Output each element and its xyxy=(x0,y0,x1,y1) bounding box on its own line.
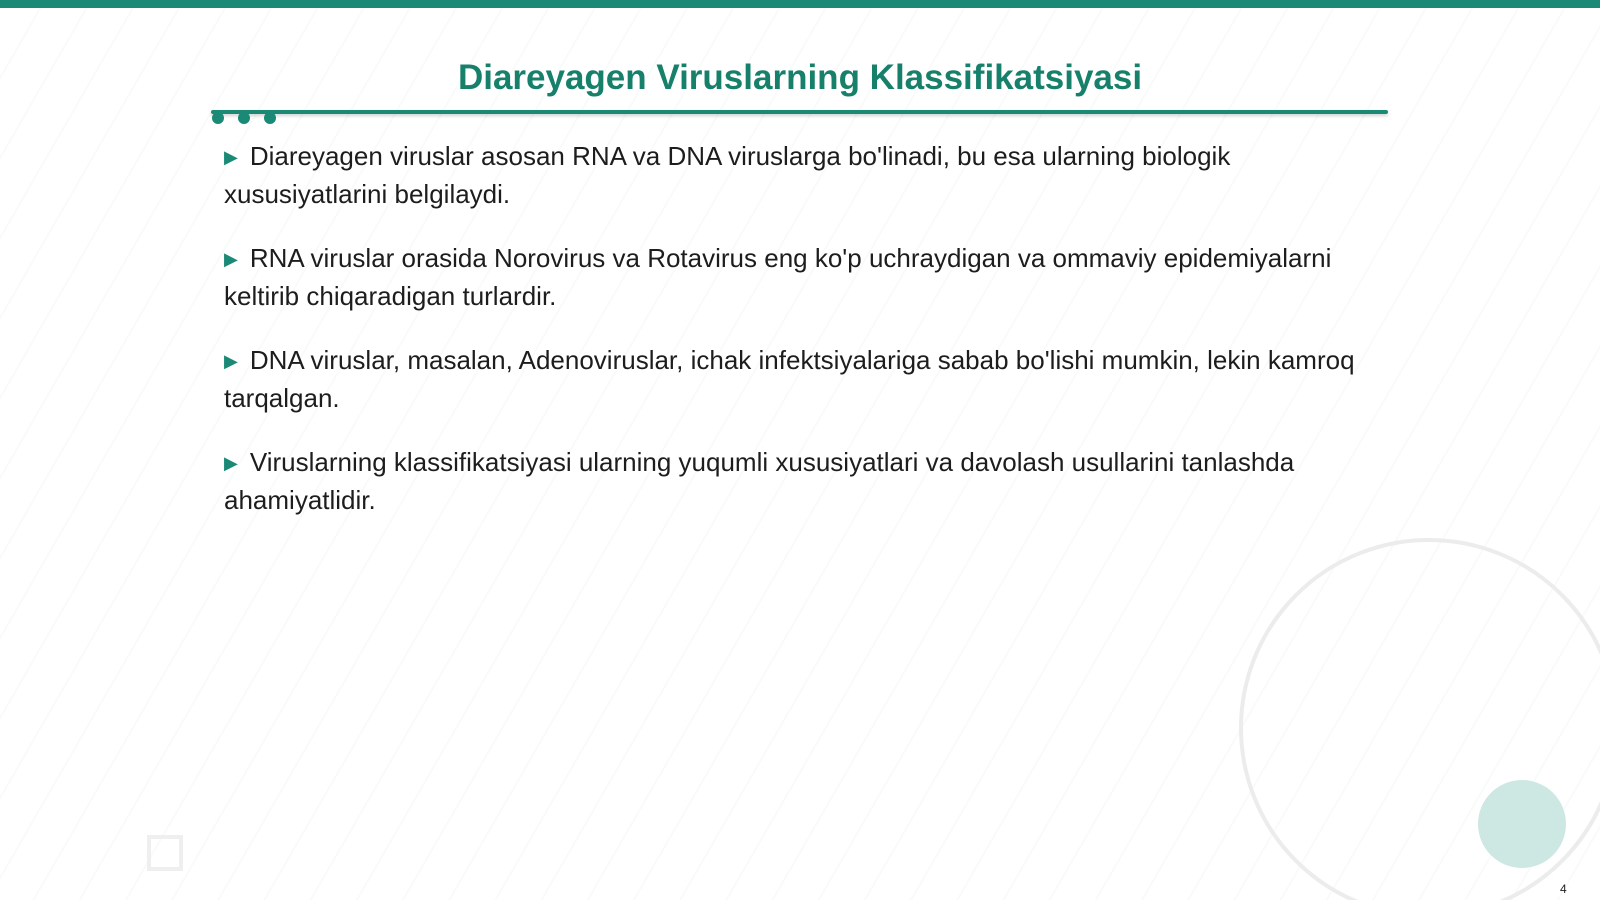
divider-dot xyxy=(238,112,250,124)
bullet-arrow-icon: ▶ xyxy=(224,453,238,473)
bullet-text: Viruslarning klassifikatsiyasi ularning yuqumli xususiyatlari va davolash usullarini tanlashda ahamiyatlidir. xyxy=(224,447,1295,515)
bullet-arrow-icon: ▶ xyxy=(224,249,238,269)
bullet-item xyxy=(224,444,1374,519)
bullet-arrow-icon: ▶ xyxy=(224,147,238,167)
page-number: 4 xyxy=(1560,882,1567,896)
bullet-item xyxy=(224,240,1374,315)
bullet-item xyxy=(224,342,1374,417)
bullet-text: DNA viruslar, masalan, Adenoviruslar, ichak infektsiyalariga sabab bo'lishi mumkin, lekin kamroq tarqalgan. xyxy=(224,345,1355,413)
bullet-text: Diareyagen viruslar asosan RNA va DNA viruslarga bo'linadi, bu esa ularning biologik xususiyatlarini belgilaydi. xyxy=(224,141,1231,209)
bullet-arrow-icon: ▶ xyxy=(224,351,238,371)
decorative-circle xyxy=(1478,780,1566,868)
bullet-text: RNA viruslar orasida Norovirus va Rotavirus eng ko'p uchraydigan va ommaviy epidemiyalarni keltirib chiqaradigan turlardir. xyxy=(224,243,1332,311)
decorative-square xyxy=(147,835,183,871)
top-accent-bar xyxy=(0,0,1600,8)
divider-dot xyxy=(212,112,224,124)
bullet-list xyxy=(224,138,1374,546)
bullet-item xyxy=(224,138,1374,213)
divider-dot xyxy=(264,112,276,124)
title-divider xyxy=(211,110,1388,114)
slide-title: Diareyagen Viruslarning Klassifikatsiyasi xyxy=(457,58,1143,97)
